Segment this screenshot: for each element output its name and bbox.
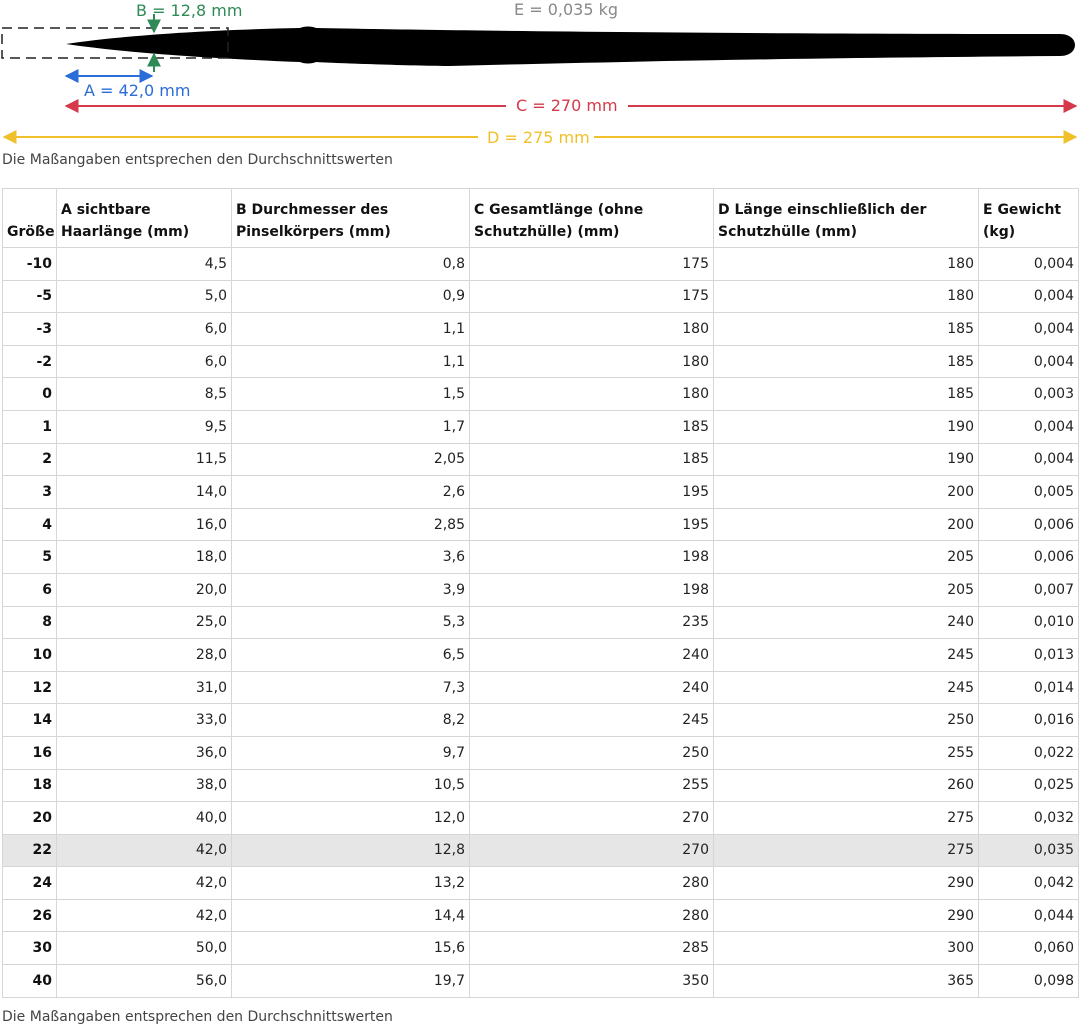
cell-size: 30 [3,932,57,965]
cell-size: 5 [3,541,57,574]
cell-weight: 0,005 [979,476,1079,509]
brush-dimension-diagram [0,0,1080,150]
cell-body-diameter: 10,5 [232,769,470,802]
cell-total-length: 185 [470,410,714,443]
cell-weight: 0,003 [979,378,1079,411]
cell-body-diameter: 5,3 [232,606,470,639]
cell-body-diameter: 15,6 [232,932,470,965]
cell-hair-length: 9,5 [57,410,232,443]
cell-weight: 0,004 [979,313,1079,346]
cell-weight: 0,060 [979,932,1079,965]
cell-total-length: 175 [470,248,714,281]
cell-total-length: 285 [470,932,714,965]
cell-weight: 0,004 [979,280,1079,313]
cell-length-with-cap: 250 [714,704,979,737]
cell-weight: 0,032 [979,802,1079,835]
cell-total-length: 195 [470,476,714,509]
cell-size: 12 [3,671,57,704]
cell-length-with-cap: 275 [714,802,979,835]
cell-weight: 0,035 [979,834,1079,867]
cell-total-length: 185 [470,443,714,476]
cell-size: -2 [3,345,57,378]
cell-size: 22 [3,834,57,867]
cell-body-diameter: 6,5 [232,639,470,672]
cell-total-length: 270 [470,834,714,867]
average-values-note-top: Die Maßangaben entsprechen den Durchschnittswerten [2,152,393,168]
cell-length-with-cap: 240 [714,606,979,639]
cell-body-diameter: 1,7 [232,410,470,443]
cell-size: 40 [3,965,57,998]
cell-length-with-cap: 245 [714,639,979,672]
dimension-d-label: D = 275 mm [487,128,590,147]
cell-hair-length: 8,5 [57,378,232,411]
cell-size: 24 [3,867,57,900]
table-row [3,671,1079,704]
cell-hair-length: 33,0 [57,704,232,737]
table-row [3,736,1079,769]
cell-weight: 0,004 [979,410,1079,443]
cell-length-with-cap: 180 [714,280,979,313]
header-length-with-cap: D Länge einschließlich der Schutzhülle (mm) [714,189,979,248]
cell-length-with-cap: 300 [714,932,979,965]
dimension-e-label: E = 0,035 kg [514,0,618,19]
cell-weight: 0,006 [979,508,1079,541]
cell-total-length: 198 [470,541,714,574]
dimension-a-label: A = 42,0 mm [84,81,191,100]
cell-weight: 0,025 [979,769,1079,802]
cell-hair-length: 38,0 [57,769,232,802]
cell-size: 4 [3,508,57,541]
cell-weight: 0,044 [979,899,1079,932]
cell-body-diameter: 2,05 [232,443,470,476]
cell-size: 10 [3,639,57,672]
header-body-diameter: B Durchmesser des Pinselkörpers (mm) [232,189,470,248]
cell-size: 18 [3,769,57,802]
cell-length-with-cap: 190 [714,410,979,443]
table-row [3,867,1079,900]
cell-hair-length: 25,0 [57,606,232,639]
cell-body-diameter: 1,1 [232,313,470,346]
cell-total-length: 198 [470,573,714,606]
table-body [3,248,1079,998]
table-row [3,965,1079,998]
cell-body-diameter: 7,3 [232,671,470,704]
cell-length-with-cap: 185 [714,378,979,411]
cell-body-diameter: 3,6 [232,541,470,574]
cell-size: -10 [3,248,57,281]
cell-size: 14 [3,704,57,737]
cell-hair-length: 56,0 [57,965,232,998]
cell-weight: 0,004 [979,248,1079,281]
cell-hair-length: 6,0 [57,313,232,346]
cell-total-length: 270 [470,802,714,835]
header-total-length: C Gesamtlänge (ohne Schutzhülle) (mm) [470,189,714,248]
cell-hair-length: 14,0 [57,476,232,509]
cell-size: 3 [3,476,57,509]
cell-hair-length: 50,0 [57,932,232,965]
size-table [2,188,1079,998]
cell-total-length: 235 [470,606,714,639]
cell-size: -5 [3,280,57,313]
table-row [3,313,1079,346]
table-row [3,639,1079,672]
cell-body-diameter: 14,4 [232,899,470,932]
cell-length-with-cap: 200 [714,476,979,509]
brush-silhouette [66,27,1075,67]
cell-total-length: 240 [470,639,714,672]
cell-total-length: 175 [470,280,714,313]
table-row [3,378,1079,411]
cell-length-with-cap: 185 [714,345,979,378]
cell-hair-length: 16,0 [57,508,232,541]
cell-total-length: 180 [470,313,714,346]
dimension-b-label: B = 12,8 mm [136,1,243,20]
cell-size: 8 [3,606,57,639]
table-row [3,899,1079,932]
cell-weight: 0,022 [979,736,1079,769]
cell-body-diameter: 1,5 [232,378,470,411]
cell-hair-length: 6,0 [57,345,232,378]
table-row [3,606,1079,639]
table-row [3,248,1079,281]
cell-length-with-cap: 190 [714,443,979,476]
cell-length-with-cap: 255 [714,736,979,769]
cell-hair-length: 40,0 [57,802,232,835]
cell-body-diameter: 19,7 [232,965,470,998]
cell-hair-length: 28,0 [57,639,232,672]
cell-length-with-cap: 205 [714,541,979,574]
cell-length-with-cap: 275 [714,834,979,867]
cell-weight: 0,006 [979,541,1079,574]
cell-hair-length: 36,0 [57,736,232,769]
cell-total-length: 180 [470,345,714,378]
cell-length-with-cap: 180 [714,248,979,281]
cell-weight: 0,004 [979,443,1079,476]
cell-hair-length: 42,0 [57,899,232,932]
cell-total-length: 180 [470,378,714,411]
cell-hair-length: 20,0 [57,573,232,606]
table-row [3,345,1079,378]
cell-hair-length: 11,5 [57,443,232,476]
header-hair-length: A sichtbare Haarlänge (mm) [57,189,232,248]
table-row [3,280,1079,313]
cell-hair-length: 18,0 [57,541,232,574]
table-header-row [3,189,1079,248]
cell-length-with-cap: 365 [714,965,979,998]
brush-diagram-svg [0,0,1080,150]
cell-body-diameter: 13,2 [232,867,470,900]
cell-weight: 0,016 [979,704,1079,737]
cell-body-diameter: 12,8 [232,834,470,867]
cell-body-diameter: 9,7 [232,736,470,769]
table-row [3,802,1079,835]
cell-total-length: 195 [470,508,714,541]
cell-size: 2 [3,443,57,476]
cell-length-with-cap: 245 [714,671,979,704]
cell-hair-length: 4,5 [57,248,232,281]
cell-body-diameter: 3,9 [232,573,470,606]
table-row [3,476,1079,509]
table-row [3,573,1079,606]
cell-length-with-cap: 200 [714,508,979,541]
cell-size: 1 [3,410,57,443]
cell-total-length: 255 [470,769,714,802]
cell-body-diameter: 0,8 [232,248,470,281]
cell-body-diameter: 0,9 [232,280,470,313]
cell-weight: 0,010 [979,606,1079,639]
cell-weight: 0,098 [979,965,1079,998]
cell-length-with-cap: 185 [714,313,979,346]
table-row [3,932,1079,965]
table-row [3,443,1079,476]
cell-body-diameter: 8,2 [232,704,470,737]
cell-weight: 0,014 [979,671,1079,704]
cell-hair-length: 42,0 [57,867,232,900]
cell-length-with-cap: 205 [714,573,979,606]
table-row [3,508,1079,541]
cell-hair-length: 42,0 [57,834,232,867]
cell-size: -3 [3,313,57,346]
cell-size: 26 [3,899,57,932]
cell-weight: 0,004 [979,345,1079,378]
cell-total-length: 350 [470,965,714,998]
cell-size: 20 [3,802,57,835]
cell-length-with-cap: 290 [714,899,979,932]
cell-total-length: 240 [470,671,714,704]
cell-body-diameter: 1,1 [232,345,470,378]
header-weight: E Gewicht (kg) [979,189,1079,248]
cell-total-length: 245 [470,704,714,737]
cell-length-with-cap: 260 [714,769,979,802]
dimension-c-label: C = 270 mm [516,96,618,115]
cell-size: 16 [3,736,57,769]
table-row [3,410,1079,443]
cell-hair-length: 31,0 [57,671,232,704]
table-row [3,704,1079,737]
cell-hair-length: 5,0 [57,280,232,313]
cell-total-length: 280 [470,867,714,900]
table-row [3,541,1079,574]
cell-weight: 0,007 [979,573,1079,606]
cell-total-length: 250 [470,736,714,769]
cell-total-length: 280 [470,899,714,932]
cell-body-diameter: 2,6 [232,476,470,509]
table-row [3,834,1079,867]
average-values-note-bottom: Die Maßangaben entsprechen den Durchschnittswerten [2,1009,393,1025]
table-row [3,769,1079,802]
cell-length-with-cap: 290 [714,867,979,900]
cell-size: 0 [3,378,57,411]
cell-body-diameter: 12,0 [232,802,470,835]
cell-size: 6 [3,573,57,606]
header-size: Größe [3,189,57,248]
cell-weight: 0,042 [979,867,1079,900]
cell-body-diameter: 2,85 [232,508,470,541]
cell-weight: 0,013 [979,639,1079,672]
